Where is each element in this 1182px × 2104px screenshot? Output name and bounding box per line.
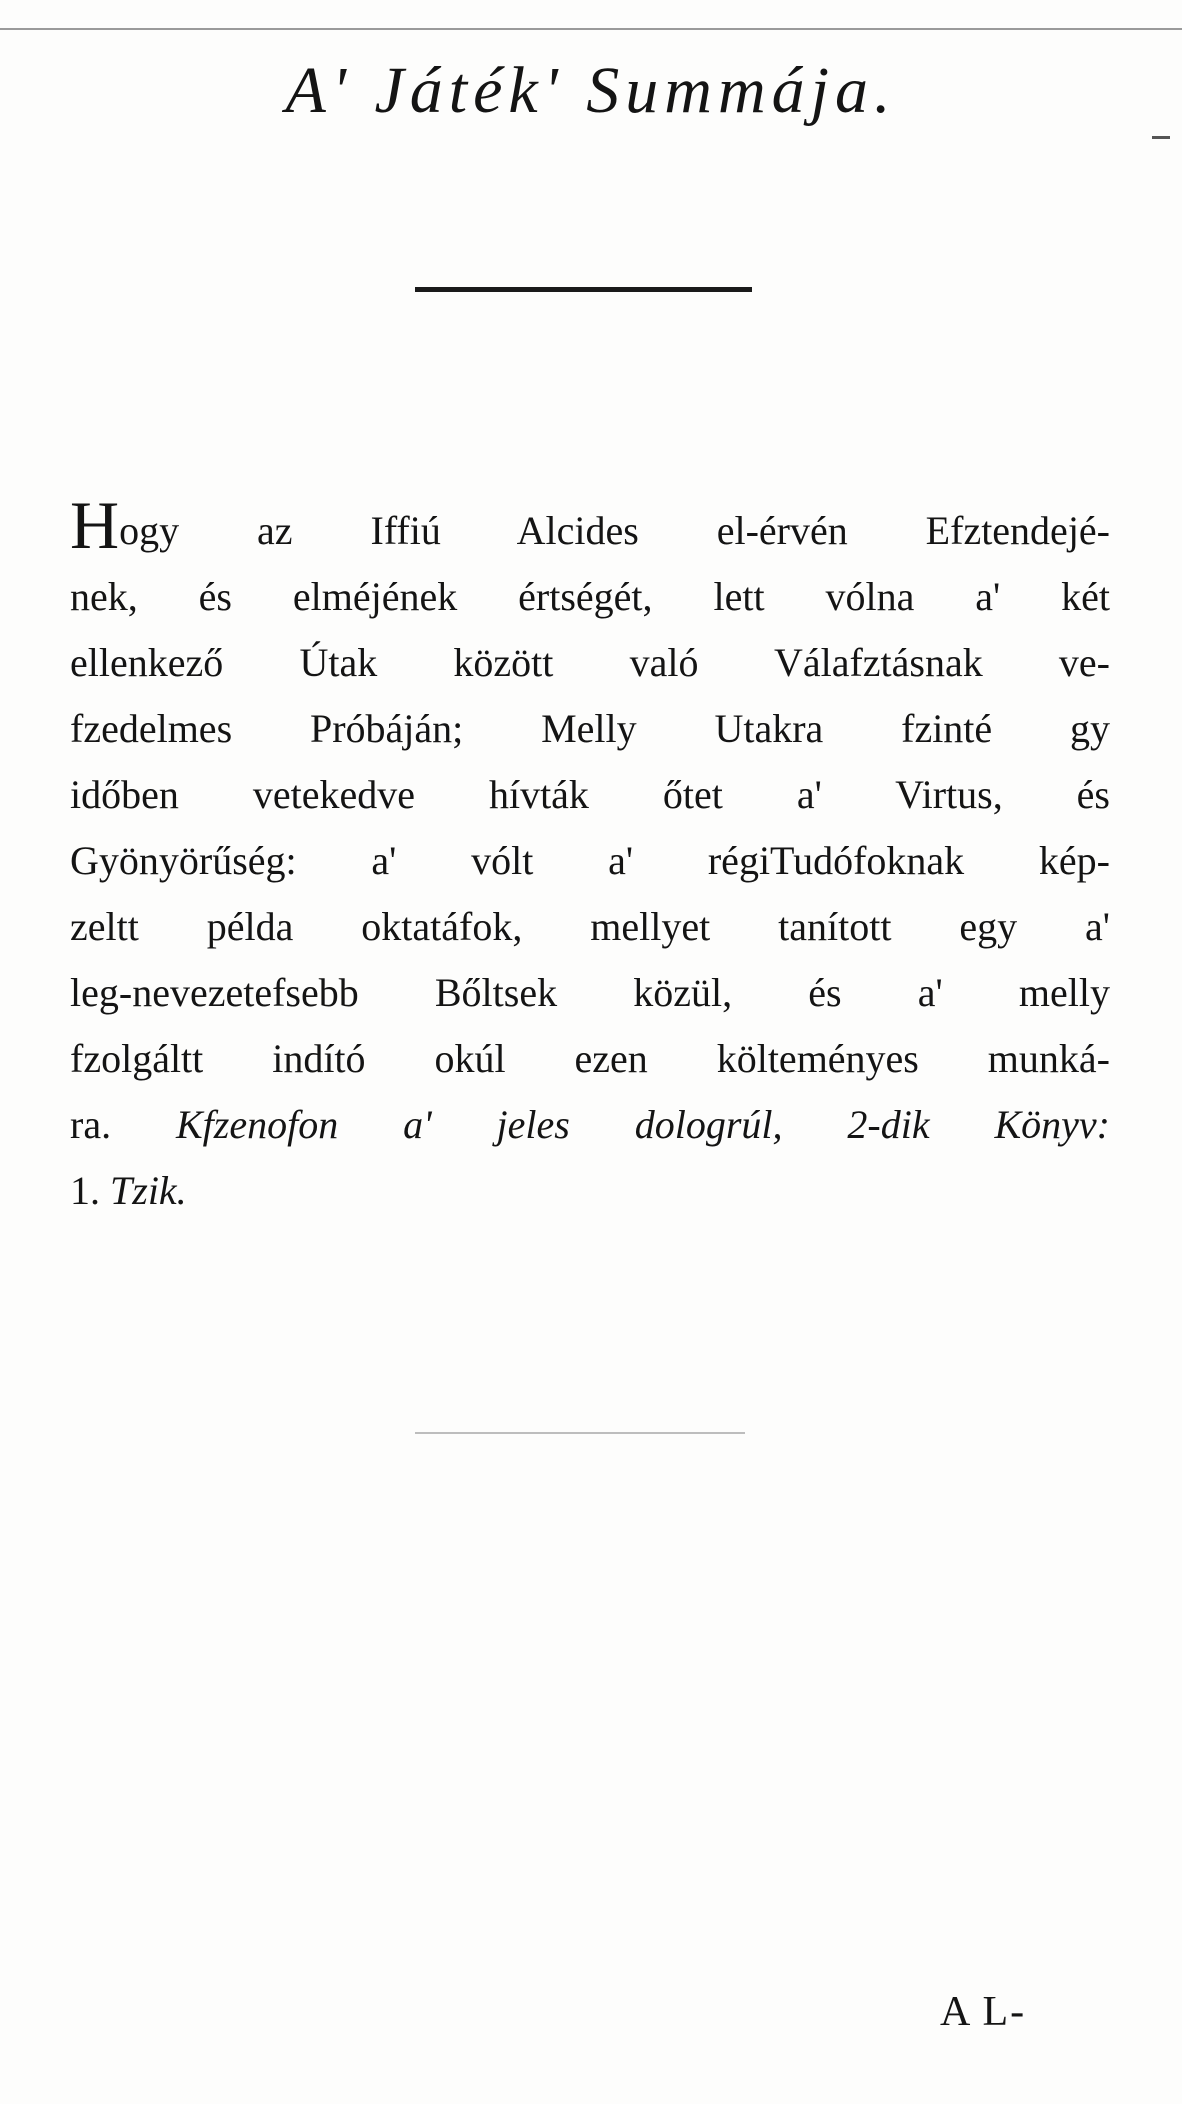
paragraph-line-1 [70,487,1110,564]
paragraph-line-7: zeltt példa oktatáfok, mellyet tanított egy a' [70,904,1110,949]
summary-paragraph [70,487,1110,1224]
catchword: A L- [940,1989,1027,2035]
source-citation: Kfzenofon a' jeles dologrúl, 2-dik Könyv: [175,1102,1110,1147]
line-11-roman: 1. [70,1168,100,1213]
paragraph-line-10 [70,1092,1110,1158]
title-divider [415,287,752,292]
paragraph-line-6: Gyönyörűség: a' vólt a' régiTudófoknak kép- [70,838,1110,883]
line-10-roman: ra. [70,1102,112,1147]
initial-letter: H [70,487,120,563]
page-title: A' Játék' Summája. [285,54,897,127]
paragraph-line-5: időben vetekedve hívták őtet a' Virtus, és [70,772,1110,817]
paragraph-line-8: leg-nevezetefsebb Bőltsek közül, és a' melly [70,970,1110,1015]
paragraph-line-3: ellenkező Útak között való Válafztásnak ve- [70,640,1110,685]
paragraph-line-11 [70,1158,1110,1224]
paragraph-line-4: fzedelmes Próbáján; Melly Utakra fzinté gy [70,706,1110,751]
bottom-divider [415,1432,745,1434]
paragraph-line-2: nek, és elméjének értségét, lett vólna a' két [70,574,1110,619]
margin-mark [1152,136,1170,139]
top-edge-line [0,28,1182,30]
chapter-citation: Tzik. [110,1168,187,1213]
first-line-text: ogy az Iffiú Alcides el-érvén Efztendejé- [119,508,1110,553]
paragraph-line-9: fzolgáltt indító okúl ezen költeményes munká- [70,1036,1110,1081]
